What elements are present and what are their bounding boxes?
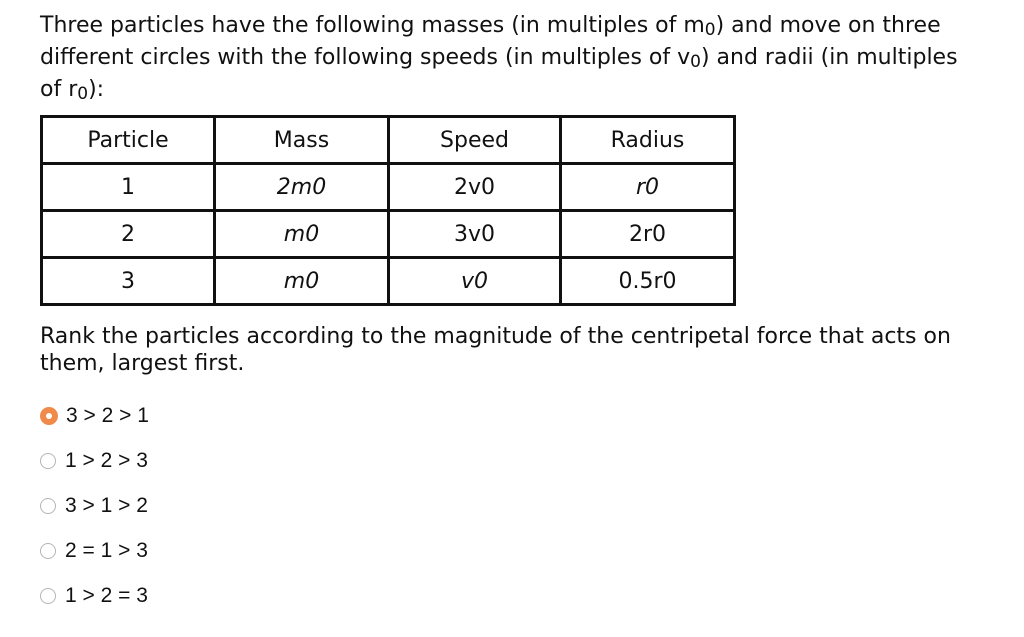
- table-header-row: [42, 117, 735, 164]
- radio-icon[interactable]: [40, 453, 56, 469]
- header-radius: Radius: [561, 117, 735, 164]
- answer-option[interactable]: [40, 528, 149, 573]
- intro-text-1: Three particles have the following masses (in multiples of m: [40, 13, 705, 38]
- cell-particle: 3: [42, 258, 215, 305]
- cell-radius: 0.5r0: [561, 258, 735, 305]
- particle-table: [40, 115, 736, 306]
- radio-icon[interactable]: [40, 588, 56, 604]
- answer-option[interactable]: [40, 438, 149, 483]
- option-label: 2 = 1 > 3: [65, 538, 148, 562]
- table-row: [42, 164, 735, 211]
- cell-mass: 2m0: [215, 164, 389, 211]
- header-mass: Mass: [215, 117, 389, 164]
- intro-subscript-speed: 0: [690, 52, 701, 72]
- cell-speed: 2v0: [389, 164, 561, 211]
- cell-speed: 3v0: [389, 211, 561, 258]
- cell-particle: 2: [42, 211, 215, 258]
- option-label: 3 > 2 > 1: [66, 403, 149, 427]
- intro-text-3: ) and radii (in multiples of r: [40, 45, 958, 102]
- intro-subscript-radius: 0: [77, 84, 89, 104]
- cell-mass: m0: [215, 211, 389, 258]
- answer-option[interactable]: [40, 573, 149, 618]
- intro-subscript-mass: 0: [704, 20, 716, 40]
- option-label: 3 > 1 > 2: [65, 493, 148, 517]
- option-label: 1 > 2 > 3: [65, 448, 148, 472]
- radio-selected-icon[interactable]: [40, 407, 58, 425]
- problem-intro: [40, 10, 980, 106]
- answer-option[interactable]: [40, 483, 149, 528]
- cell-particle: 1: [42, 164, 215, 211]
- cell-speed: v0: [389, 258, 561, 305]
- radio-icon[interactable]: [40, 543, 56, 559]
- table-row: [42, 258, 735, 305]
- intro-text-4: ):: [88, 77, 105, 102]
- header-speed: Speed: [389, 117, 561, 164]
- cell-mass: m0: [215, 258, 389, 305]
- radio-icon[interactable]: [40, 498, 56, 514]
- cell-radius: 2r0: [561, 211, 735, 258]
- answer-option[interactable]: [40, 393, 149, 438]
- option-label: 1 > 2 = 3: [65, 583, 148, 607]
- answer-options: [40, 393, 149, 618]
- question-text: Rank the particles according to the magnitude of the centripetal force that acts on them, largest first.: [40, 324, 951, 376]
- table-row: [42, 211, 735, 258]
- intro-text-2: ) and move on three different circles with the following speeds (in multiples of v: [40, 13, 941, 70]
- cell-radius: r0: [561, 164, 735, 211]
- header-particle: Particle: [42, 117, 215, 164]
